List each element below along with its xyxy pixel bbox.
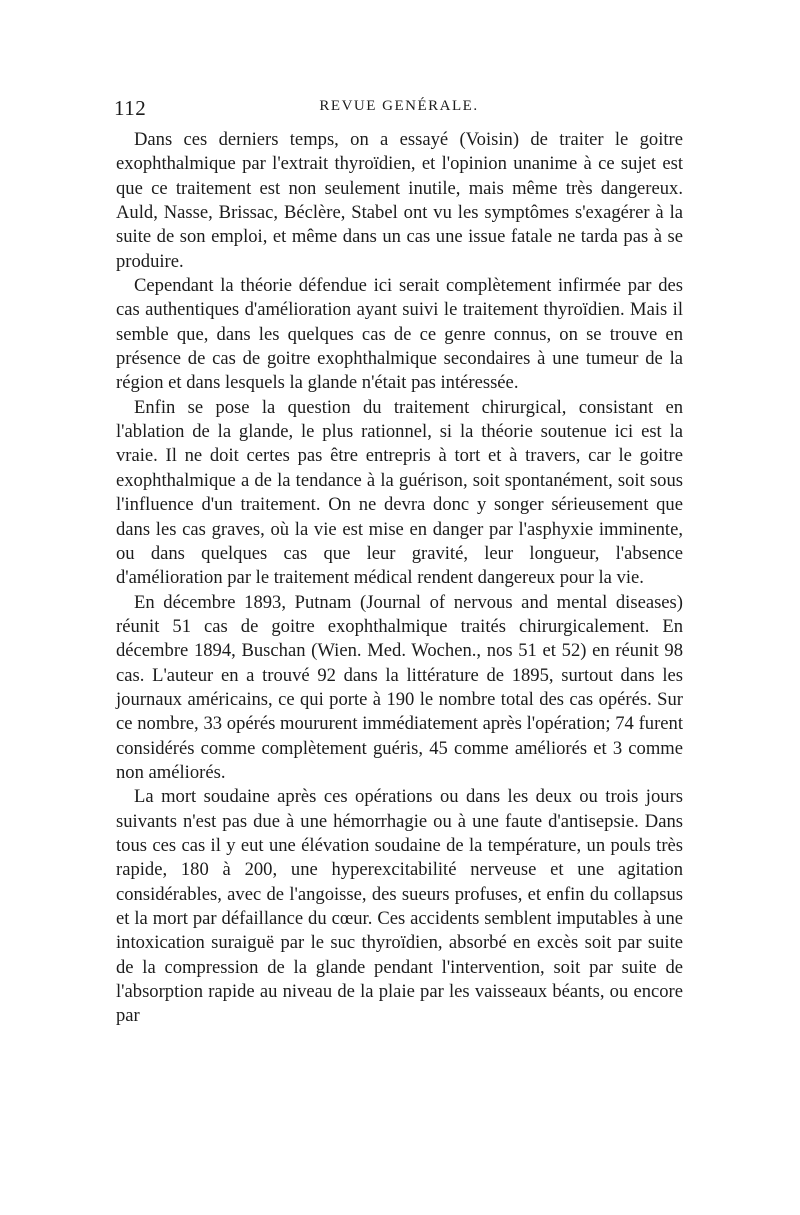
paragraph-voisin-treatment: Dans ces derniers temps, on a essayé (Voisin) de traiter le goitre exophthalmique par l'extrait thyroïdien, et l'opinion unanime à ce sujet est que ce traitement est non seulement inutile, mais même très dangereux. Auld, Nasse, Brissac, Béclère, Stabel ont vu les symptômes s'exagérer à la suite de son emploi, et même dans un cas une issue fatale ne tarda pas à se produire.	[116, 129, 683, 272]
body-text	[116, 128, 683, 1029]
paragraph-theory-cases: Cependant la théorie défendue ici serait complètement infirmée par des cas authentiques d'amélioration ayant suivi le traitement thyroïdien. Mais il semble que, dans les quelques cas de ce genre connus, on se trouve en présence de cas de goitre exophthalmique secondaires à une tumeur de la région et dans lesquels la glande n'était pas intéressée.	[116, 275, 683, 394]
journal-title: REVUE GENÉRALE.	[319, 98, 479, 114]
paragraph-surgical-treatment: Enfin se pose la question du traitement chirurgical, consistant en l'ablation de la glande, le plus rationnel, si la théorie soutenue ici est la vraie. Il ne doit certes pas être entrepris à tort et à travers, car le goitre exophthalmique a de la tendance à la guérison, soit spontanément, soit sous l'influence d'un traitement. On ne devra donc y songer sérieusement que dans les cas graves, où la vie est mise en danger par l'asphyxie imminente, ou dans quelques cas que leur gravité, leur longueur, l'absence d'amélioration par le traitement médical rendent dangereux pour la vie.	[116, 396, 683, 589]
paragraph-operation-statistics: En décembre 1893, Putnam (Journal of nervous and mental diseases) réunit 51 cas de goitre exophthalmique traités chirurgicalement. En décembre 1894, Buschan (Wien. Med. Wochen., nos 51 et 52) en réunit 98 cas. L'auteur en a trouvé 92 dans la littérature de 1895, surtout dans les journaux américains, ce qui porte à 190 le nombre total des cas opérés. Sur ce nombre, 33 opérés moururent immédiatement après l'opération; 74 furent considérés comme complètement guéris, 45 comme améliorés et 3 comme non améliorés.	[116, 591, 683, 783]
running-head	[114, 96, 684, 124]
paragraph-sudden-death: La mort soudaine après ces opérations ou dans les deux ou trois jours suivants n'est pas due à une hémorrhagie ou à une faute d'antisepsie. Dans tous ces cas il y eut une élévation soudaine de la température, un pouls très rapide, 180 à 200, une hyperexcitabilité nerveuse et une agitation considérables, avec de l'angoisse, des sueurs profuses, et enfin du collapsus et la mort par défaillance du cœur. Ces accidents semblent imputables à une intoxication suraiguë par le suc thyroïdien, absorbé en excès soit par suite de la compression de la glande pendant l'intervention, soit par suite de l'absorption rapide au niveau de la plaie par les vaisseaux béants, ou encore par	[116, 786, 683, 1027]
page-number: 112	[114, 96, 147, 120]
